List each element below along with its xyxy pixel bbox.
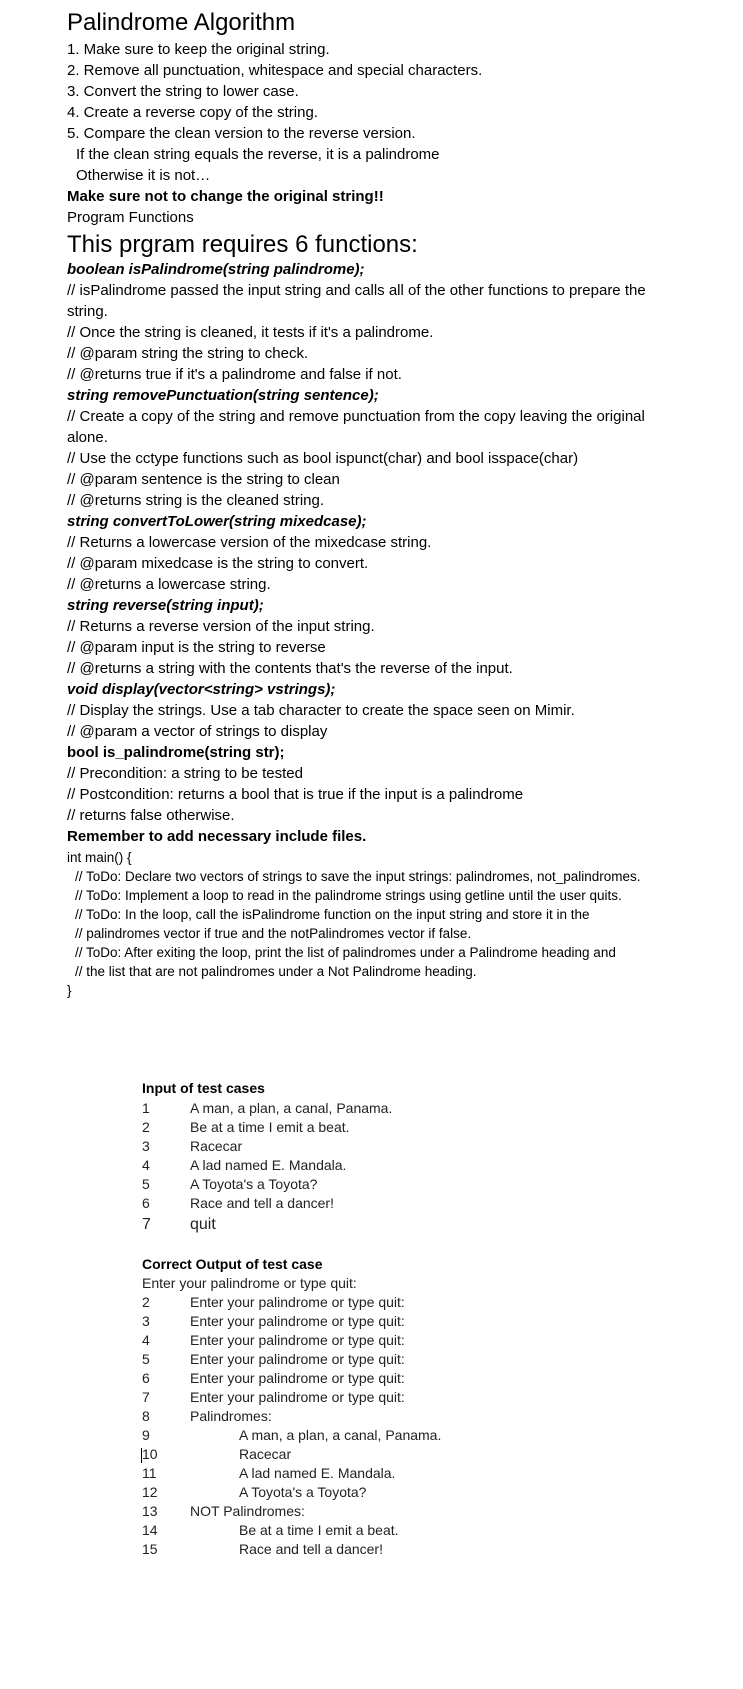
line-text: A Toyota's a Toyota? xyxy=(239,1484,367,1500)
line-number: 1 xyxy=(142,1100,150,1116)
line-text: Racecar xyxy=(239,1446,292,1462)
function-comment: string. xyxy=(67,303,108,320)
line-text: A Toyota's a Toyota? xyxy=(190,1176,318,1192)
function-comment: // Postcondition: returns a bool that is true if the input is a palindrome xyxy=(67,786,524,803)
function-comment: // Once the string is cleaned, it tests if it's a palindrome. xyxy=(67,324,434,341)
function-signature-is-palindrome: bool is_palindrome(string str); xyxy=(67,744,285,761)
line-number: 7 xyxy=(142,1216,151,1233)
line-text: quit xyxy=(190,1216,216,1233)
line-text: Enter your palindrome or type quit: xyxy=(190,1294,405,1310)
line-number: 6 xyxy=(142,1370,150,1386)
main-todo: // ToDo: After exiting the loop, print the list of palindromes under a Palindrome heading and xyxy=(75,945,616,960)
function-signature-reverse: string reverse(string input); xyxy=(67,597,264,614)
main-open: int main() { xyxy=(67,850,132,865)
function-signature-converttolower: string convertToLower(string mixedcase); xyxy=(67,513,367,530)
warning-text: Make sure not to change the original string!! xyxy=(67,188,384,205)
function-comment: // @returns a string with the contents that's the reverse of the input. xyxy=(67,660,513,677)
line-number: 2 xyxy=(142,1119,150,1135)
function-comment: // Display the strings. Use a tab character to create the space seen on Mimir. xyxy=(67,702,575,719)
line-text: Race and tell a dancer! xyxy=(239,1541,383,1557)
function-comment: // Create a copy of the string and remove punctuation from the copy leaving the original xyxy=(67,408,645,425)
function-comment: // Returns a lowercase version of the mixedcase string. xyxy=(67,534,432,551)
step-note-palindrome: If the clean string equals the reverse, it is a palindrome xyxy=(76,146,440,163)
step-3: 3. Convert the string to lower case. xyxy=(67,83,299,100)
line-number: 13 xyxy=(142,1503,158,1519)
output-first-line: Enter your palindrome or type quit: xyxy=(142,1275,357,1291)
requires-heading: This prgram requires 6 functions: xyxy=(67,231,418,258)
main-todo: // ToDo: Declare two vectors of strings to save the input strings: palindromes, not_palindromes. xyxy=(75,869,641,884)
line-text: Enter your palindrome or type quit: xyxy=(190,1313,405,1329)
line-text: Racecar xyxy=(190,1138,243,1154)
function-comment: // @param string the string to check. xyxy=(67,345,309,362)
line-text: A lad named E. Mandala. xyxy=(190,1157,347,1173)
function-comment: alone. xyxy=(67,429,108,446)
line-number: 7 xyxy=(142,1389,150,1405)
function-comment: // Returns a reverse version of the input string. xyxy=(67,618,375,635)
line-text: Enter your palindrome or type quit: xyxy=(190,1370,405,1386)
line-number: 3 xyxy=(142,1313,150,1329)
main-todo: // ToDo: Implement a loop to read in the palindrome strings using getline until the user quits. xyxy=(75,888,622,903)
function-comment: // Use the cctype functions such as bool ispunct(char) and bool isspace(char) xyxy=(67,450,579,467)
function-comment: // @param sentence is the string to clean xyxy=(67,471,340,488)
main-close: } xyxy=(67,983,72,998)
function-comment: // @returns string is the cleaned string. xyxy=(67,492,325,509)
line-text: Enter your palindrome or type quit: xyxy=(190,1389,405,1405)
line-number: 2 xyxy=(142,1294,150,1310)
function-comment: // @returns a lowercase string. xyxy=(67,576,271,593)
line-number: 3 xyxy=(142,1138,150,1154)
main-todo: // the list that are not palindromes under a Not Palindrome heading. xyxy=(75,964,477,979)
step-note-otherwise: Otherwise it is not… xyxy=(76,167,211,184)
line-text: A man, a plan, a canal, Panama. xyxy=(239,1427,442,1443)
line-number: 8 xyxy=(142,1408,150,1424)
step-2: 2. Remove all punctuation, whitespace and special characters. xyxy=(67,62,483,79)
function-comment: // Precondition: a string to be tested xyxy=(67,765,303,782)
program-functions-label: Program Functions xyxy=(67,209,194,226)
page-title: Palindrome Algorithm xyxy=(67,9,296,36)
function-comment: // @param input is the string to reverse xyxy=(67,639,326,656)
step-5: 5. Compare the clean version to the reverse version. xyxy=(67,125,416,142)
line-number: 11 xyxy=(142,1465,157,1481)
line-text: Be at a time I emit a beat. xyxy=(190,1119,350,1135)
line-number: 4 xyxy=(142,1332,150,1348)
function-comment: // @param a vector of strings to display xyxy=(67,723,328,740)
main-todo: // palindromes vector if true and the notPalindromes vector if false. xyxy=(75,926,472,941)
include-note: Remember to add necessary include files. xyxy=(67,828,367,845)
input-cases-heading: Input of test cases xyxy=(142,1080,265,1096)
line-number: 6 xyxy=(142,1195,150,1211)
line-text: Enter your palindrome or type quit: xyxy=(190,1332,405,1348)
line-number: 5 xyxy=(142,1351,150,1367)
line-text: Race and tell a dancer! xyxy=(190,1195,334,1211)
line-number: 4 xyxy=(142,1157,150,1173)
line-number: 10 xyxy=(142,1446,158,1462)
step-1: 1. Make sure to keep the original string. xyxy=(67,41,330,58)
function-comment: // returns false otherwise. xyxy=(67,807,235,824)
line-number: 12 xyxy=(142,1484,158,1500)
main-todo: // ToDo: In the loop, call the isPalindrome function on the input string and store it in the xyxy=(75,907,590,922)
function-comment: // @param mixedcase is the string to convert. xyxy=(67,555,369,572)
output-cases-heading: Correct Output of test case xyxy=(142,1256,323,1272)
step-4: 4. Create a reverse copy of the string. xyxy=(67,104,318,121)
line-number: 9 xyxy=(142,1427,150,1443)
function-signature-display: void display(vector<string> vstrings); xyxy=(67,681,336,698)
line-number: 14 xyxy=(142,1522,158,1538)
line-text: A lad named E. Mandala. xyxy=(239,1465,396,1481)
line-text: Enter your palindrome or type quit: xyxy=(190,1351,405,1367)
line-text: Palindromes: xyxy=(190,1408,272,1424)
function-signature-ispalindrome: boolean isPalindrome(string palindrome); xyxy=(67,261,365,278)
function-comment: // @returns true if it's a palindrome and false if not. xyxy=(67,366,402,383)
line-number: 5 xyxy=(142,1176,150,1192)
line-number: 15 xyxy=(142,1541,158,1557)
line-text: Be at a time I emit a beat. xyxy=(239,1522,399,1538)
line-text: NOT Palindromes: xyxy=(190,1503,305,1519)
line-text: A man, a plan, a canal, Panama. xyxy=(190,1100,393,1116)
function-comment: // isPalindrome passed the input string and calls all of the other functions to prepare the xyxy=(67,282,646,299)
function-signature-removepunctuation: string removePunctuation(string sentence); xyxy=(67,387,379,404)
